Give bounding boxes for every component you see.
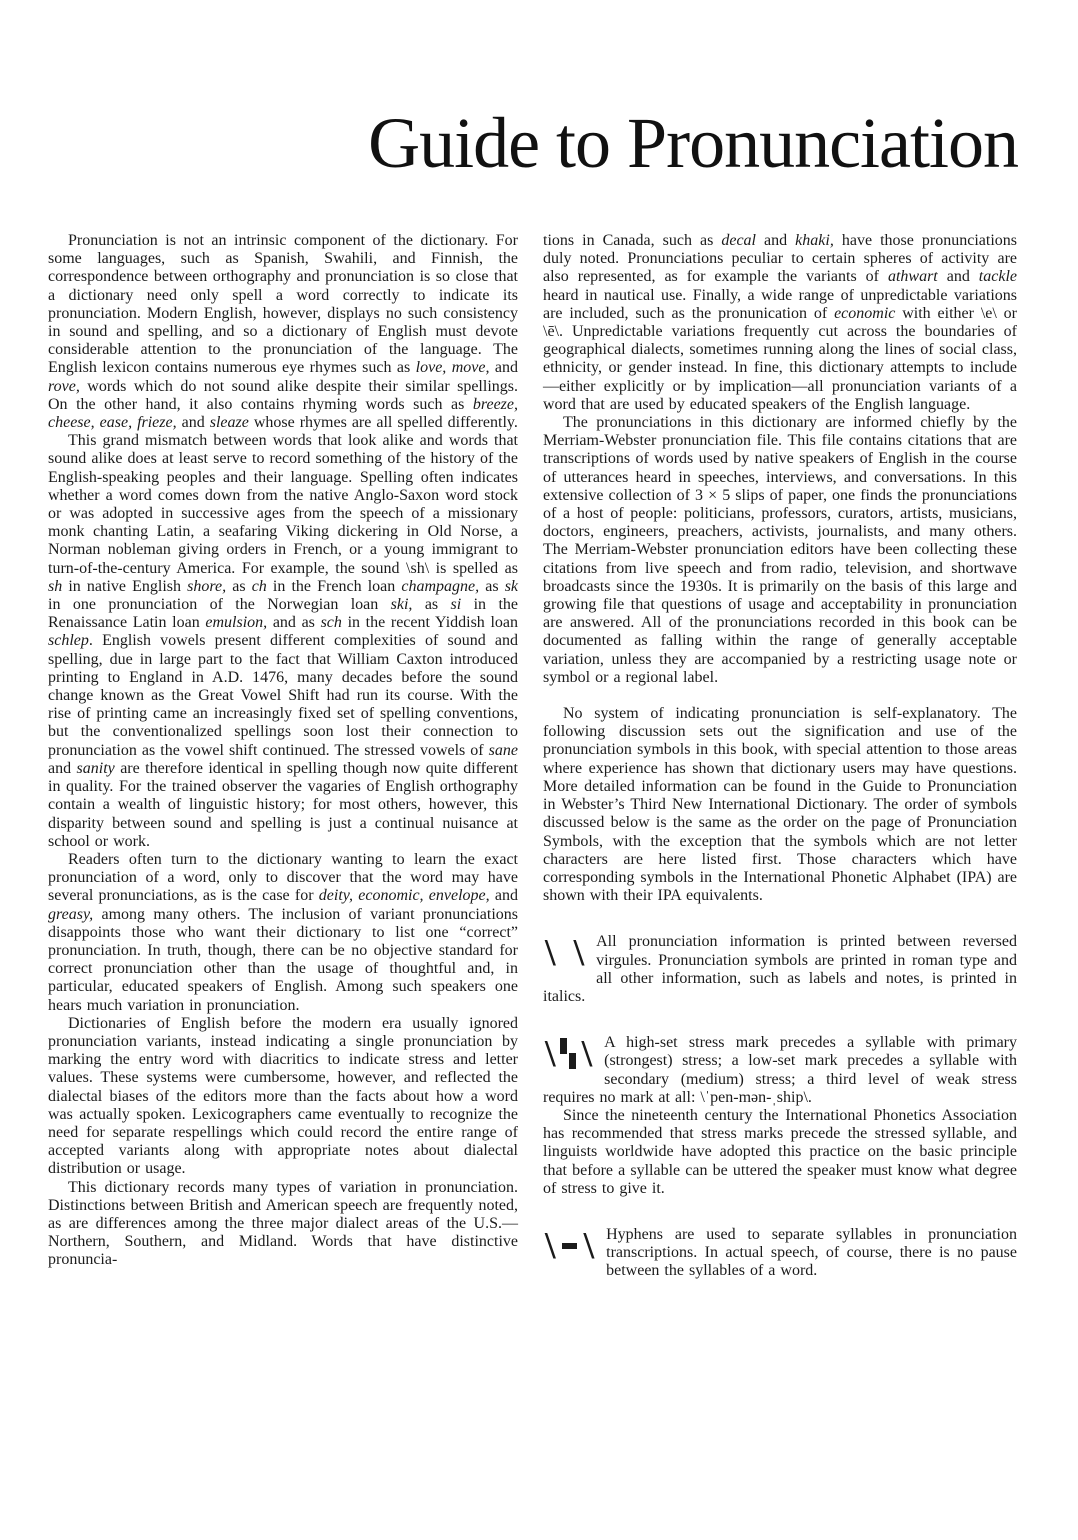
section-reversed-virgules-text: All pronunciation information is printed between reversed virgules. Pronunciation symbols are printed in roman type and all other information, such as labels and notes, is printed in italics. [543, 933, 1017, 1005]
right-column [543, 232, 1017, 1281]
reversed-virgule-close-icon: \ [573, 932, 585, 975]
paragraph-variation: This dictionary records many types of variation in pronunciation. Distinctions between British and American speech are frequently noted, as are differences among the three major dialect areas of the U.S.—Northern, Southern, and Midland. Words that have distinctive pronuncia- [48, 1178, 518, 1269]
paragraph-no-system: No system of indicating pronunciation is self-explanatory. The following discussion sets out the signification and use of the pronunciation symbols in this book, with special attention to those areas where experience has shown that dictionary users may have questions. More detailed information can be found in the Guide to Pronunciation in Webster’s Third New International Dictionary. The order of symbols discussed below is the same as the order on the page of Pronunciation Symbols, with the exception that the symbols which are not letter characters are here listed first. Those characters which have corresponding symbols in the International Phonetic Alphabet (IPA) are shown with their IPA equivalents. [543, 705, 1017, 905]
hyphen-icon [562, 1243, 577, 1249]
paragraph-pronunciation-file: The pronunciations in this dictionary are informed chiefly by the Merriam-Webster pronunciation file. This file contains citations that are transcriptions of words used by native speakers of English in the course of utterances heard in speeches, interviews, and conversations. In this extensive collection of 3 × 5 slips of paper, one finds the pronunciations of a host of people: politicians, professors, curators, artists, musicians, doctors, engineers, preachers, activists, journalists, and many others. The Merriam-Webster pronunciation editors have been collecting these citations from live speech and from radio, television, and shortwave broadcasts since the 1930s. It is primarily on the basis of this large and growing file that questions of usage and acceptability in pronunciation are answered. All of the pronunciations recorded in this book can be documented as falling within the range of generally acceptable variation, unless they are accompanied by a restricting usage note or symbol or a regional label. [543, 414, 1017, 686]
hyphen-icon-wrap [558, 1228, 582, 1265]
paragraph-ipa-stress: Since the nineteenth century the International Phonetics Association has recommended that stress marks precede the stressed syllable, and linguists worldwide have adopted this practice on the basic principle that before a syllable can be uttered the speaker must know what degree of stress to give it. [543, 1106, 1017, 1197]
section-reversed-virgules [543, 933, 1017, 1006]
stress-marks-symbol [545, 1033, 593, 1076]
stress-marks-icon [558, 1036, 580, 1073]
paragraph-readers: Readers often turn to the dictionary wanting to learn the exact pronunciation of a word, only to discover that the word may have several pronunciations, as is the case for deity, economic, envelope, and greasy, among many others. The inclusion of variant pronunciations disappoints those who want their dictionary to list one “correct” pronunciation. In truth, though, there can be no objective standard for correct pronunciation other than the usage of thoughtful and, in particular, educated speakers of English. Among such speakers one hears much variation in pronunciation. [48, 850, 518, 1014]
paragraph-dictionaries: Dictionaries of English before the modern era usually ignored pronunciation variants, instead indicating a single pronunciation by marking the entry word with diacritics to indicate stress and letter values. These systems were cumbersome, however, and reflected the dialectal biases of the editors more than the facts about how a word was actually spoken. Lexicographers came eventually to recognize the need for separate respellings which could record the entire range of accepted variants along with appropriate notes about dialectal distribution or usage. [48, 1014, 518, 1178]
reversed-virgule-close-icon: \ [581, 1033, 593, 1076]
reversed-virgule-open-icon: \ [545, 1224, 556, 1267]
primary-stress-mark-icon [560, 1038, 567, 1054]
paragraph-intro: Pronunciation is not an intrinsic component of the dictionary. For some languages, such as Spanish, Swahili, and Finnish, the correspondence between orthography and pronunciation is so close that a dictionary need only spell a word correctly to indicate its pronunciation. Modern English, however, displays no such consistency in sound and spelling, and so a dictionary of English must devote considerable attention to the pronunciation of the language. The English lexicon contains numerous eye rhymes such as love, move, and rove, words which do not sound alike despite their similar spellings. On the other hand, it also contains rhyming words such as breeze, cheese, ease, frieze, and sleaze whose rhymes are all spelled differently. [48, 232, 518, 432]
reversed-virgule-open-icon: \ [545, 932, 556, 975]
paragraph-mismatch: This grand mismatch between words that look alike and words that sound alike does at least serve to record something of the history of the English-speaking peoples and their language. Spelling often indicates whether a word comes down from the native Anglo-Saxon word stock or was adopted in successive ages from the speech of a missionary monk chanting Latin, a seafaring Viking dickering in Old Norse, a Norman nobleman giving orders in French, or a young immigrant to turn-of-the-century America. For example, the sound \sh\ is spelled as sh in native English shore, as ch in the French loan champagne, as sk in one pronunciation of the Norwegian loan ski, as si in the Renaissance Latin loan emulsion, and as sch in the recent Yiddish loan schlep. English vowels present different complexities of sound and spelling, due in large part to the fact that William Caxton introduced printing to England in A.D. 1476, many decades before the sound change known as the Great Vowel Shift had run its course. With the rise of printing came an increasingly fixed set of spelling conventions, but the conventionalized spellings soon lost their connection to pronunciation as the vowel shift continued. The stressed vowels of sane and sanity are therefore identical in spelling though now quite different in quality. For the trained observer the vagaries of English orthography contain a wealth of linguistic history; for most others, however, this disparity between sound and spelling is just a continual nuisance at school or work. [48, 432, 519, 850]
section-stress-marks-text: A high-set stress mark precedes a syllable with primary (strongest) stress; a low-set mark precedes a syllable with secondary (medium) stress; a third level of weak stress requires no mark at all: \ˈpen-mən-ˌship\. [543, 1034, 1017, 1106]
reversed-virgule-open-icon: \ [545, 1033, 556, 1076]
section-hyphens-text: Hyphens are used to separate syllables in pronunciation transcriptions. In actual speech, of course, there is no pause between the syllables of a word. [606, 1225, 1017, 1280]
section-stress-marks [543, 1034, 1017, 1107]
paragraph-variation-continued: tions in Canada, such as decal and khaki, have those pronunciations duly noted. Pronunciations peculiar to certain spheres of activity are also represented, as for example the variants of athwart and tackle heard in nautical use. Finally, a wide range of unpredictable variations are included, such as the pronunication of economic with either \e\ or \ē\. Unpredictable variations frequently cut across the boundaries of geographical dialects, sometimes running along the lines of social class, ethnicity, or gender instead. In fine, this dictionary attempts to include—either explicitly or by implication—all pronunciation variants of a word that are used by educated speakers of the English language. [543, 232, 1018, 413]
two-column-text [48, 232, 1017, 1281]
page-title: Guide to Pronunciation [368, 103, 1018, 183]
hyphen-symbol [545, 1224, 595, 1267]
section-hyphens [543, 1226, 1017, 1281]
left-column [48, 232, 518, 1281]
reversed-virgules-symbol [545, 932, 585, 975]
reversed-virgule-close-icon: \ [583, 1224, 595, 1267]
secondary-stress-mark-icon [569, 1053, 576, 1069]
